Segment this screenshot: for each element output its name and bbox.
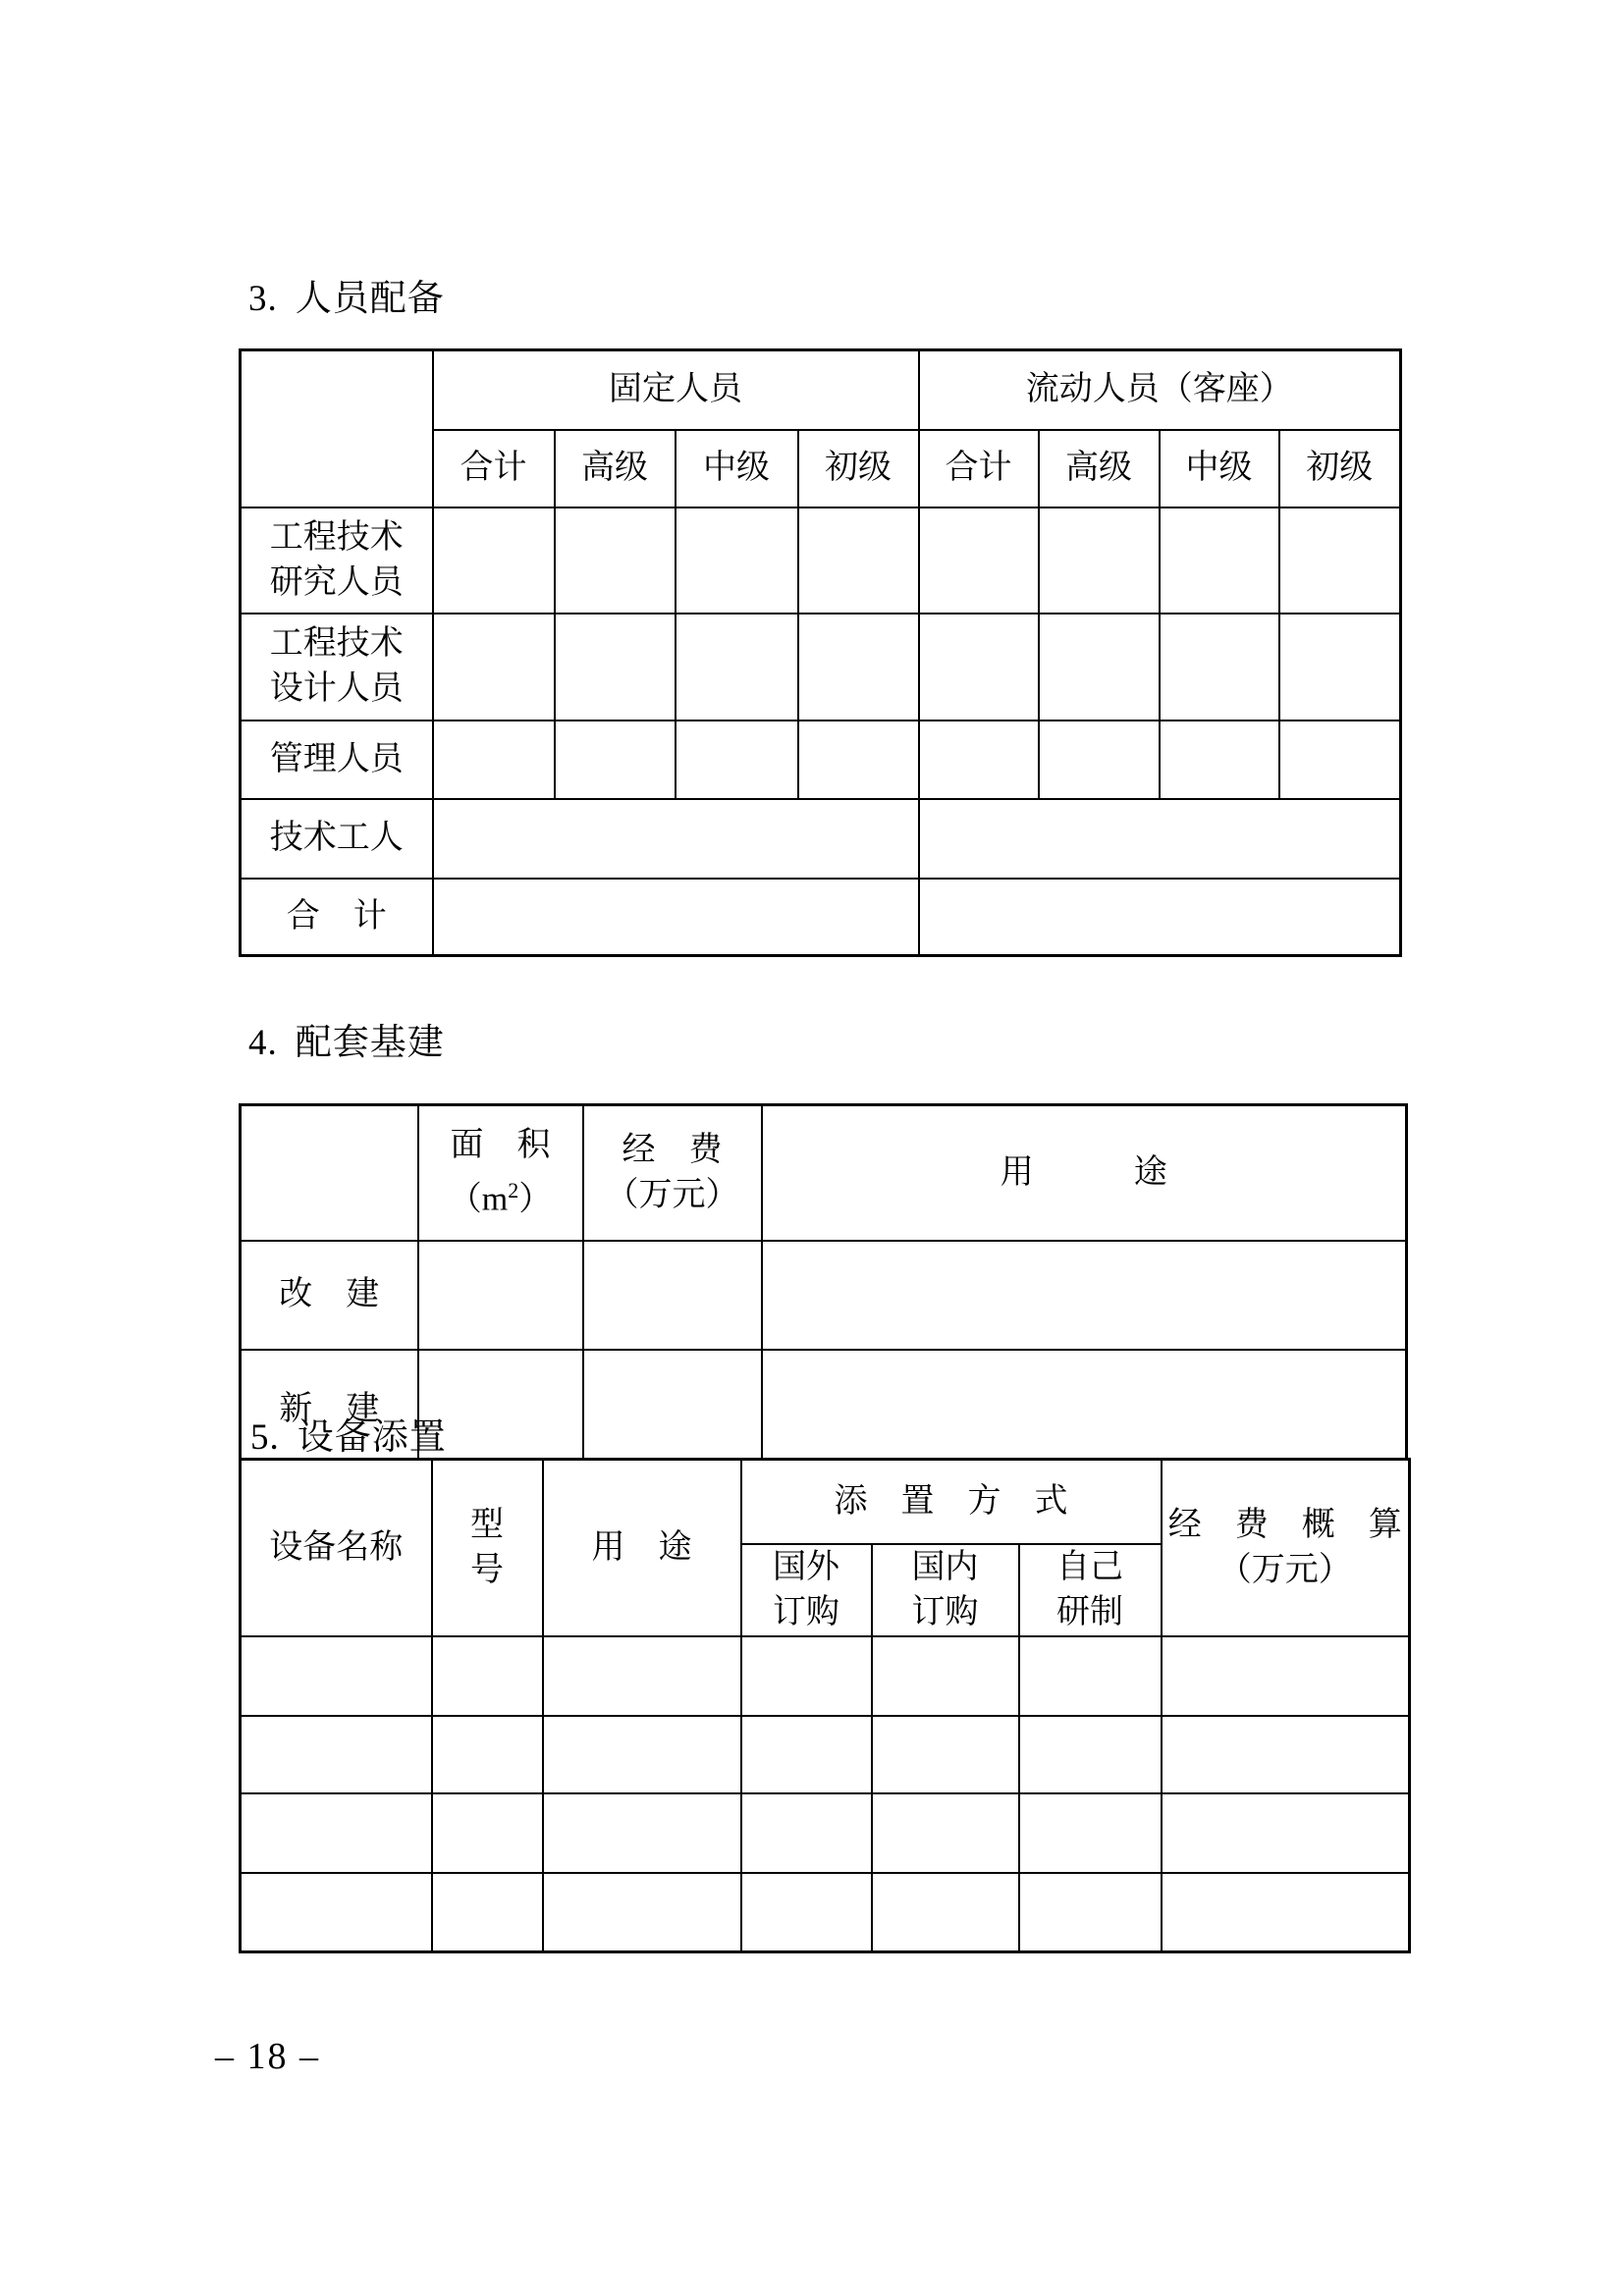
row-label-total: 合 计 [241, 879, 433, 956]
empty-cell [741, 1636, 872, 1716]
empty-corner-cell [241, 1105, 418, 1241]
table-row [241, 1793, 1410, 1873]
empty-cell [676, 721, 798, 799]
empty-cell [762, 1241, 1407, 1350]
empty-cell [741, 1873, 872, 1952]
section-3-title: 人员配备 [295, 279, 445, 319]
header-line: 自己 [1056, 1548, 1123, 1585]
row-label-design-staff [241, 614, 433, 721]
empty-cell [543, 1636, 741, 1716]
empty-cell [241, 1716, 432, 1793]
empty-cell [1019, 1716, 1162, 1793]
column-header: 高级 [555, 430, 676, 507]
column-header-purpose: 用 途 [762, 1105, 1407, 1241]
empty-cell [432, 1716, 543, 1793]
section-4-title: 配套基建 [295, 1023, 445, 1063]
empty-cell [676, 614, 798, 721]
header-line: $(m^2)$ [448, 1178, 553, 1218]
table-row [241, 1716, 1410, 1793]
header-line: 国外 [773, 1548, 839, 1585]
header-line: 面 积 [450, 1127, 551, 1164]
row-label-rebuild: 改 建 [241, 1241, 418, 1350]
empty-cell [798, 614, 919, 721]
empty-merged-cell [433, 879, 919, 956]
section-4-heading [248, 1025, 445, 1061]
table-row [241, 721, 1401, 799]
empty-cell [1160, 721, 1279, 799]
column-header-budget-estimate [1162, 1460, 1410, 1636]
header-line: 国内 [911, 1548, 979, 1585]
page-number: – 18 – [215, 2036, 320, 2077]
column-header: 中级 [676, 430, 798, 507]
header-line: 经 费 概 算 [1167, 1506, 1402, 1543]
empty-cell [1279, 614, 1401, 721]
empty-cell [543, 1793, 741, 1873]
empty-cell [1162, 1716, 1410, 1793]
empty-merged-cell [433, 799, 919, 879]
column-header-area [418, 1105, 583, 1241]
header-line: 号 [470, 1551, 504, 1588]
column-header-domestic-order [872, 1544, 1019, 1636]
empty-cell [418, 1241, 583, 1350]
empty-cell [798, 507, 919, 614]
empty-cell [919, 721, 1039, 799]
empty-cell [676, 507, 798, 614]
column-header-self-develop [1019, 1544, 1162, 1636]
empty-cell [543, 1716, 741, 1793]
header-line: 订购 [773, 1593, 839, 1630]
empty-cell [1279, 507, 1401, 614]
empty-cell [241, 1793, 432, 1873]
table-row [241, 1105, 1407, 1241]
row-label-technical-workers: 技术工人 [241, 799, 433, 879]
empty-cell [1160, 614, 1279, 721]
empty-cell [919, 614, 1039, 721]
empty-cell [555, 507, 676, 614]
section-5-title: 设备添置 [297, 1417, 447, 1458]
empty-cell [872, 1793, 1019, 1873]
column-header-foreign-order [741, 1544, 872, 1636]
empty-cell [798, 721, 919, 799]
empty-merged-cell [919, 879, 1401, 956]
table-row [241, 507, 1401, 614]
empty-cell [241, 1873, 432, 1952]
empty-cell [432, 1793, 543, 1873]
column-header: 合计 [919, 430, 1039, 507]
empty-cell [1019, 1873, 1162, 1952]
section-3-heading [248, 281, 445, 317]
empty-cell [872, 1636, 1019, 1716]
empty-cell [432, 1873, 543, 1952]
column-header-equipment-name: 设备名称 [241, 1460, 432, 1636]
row-label-newbuild: 新 建 [241, 1350, 418, 1471]
empty-cell [1162, 1793, 1410, 1873]
row-label-line: 设计人员 [269, 670, 404, 707]
table-row [241, 350, 1401, 430]
empty-cell [583, 1350, 762, 1471]
group-header-mobile-personnel: 流动人员（客座） [919, 350, 1401, 430]
header-line: 型 [470, 1506, 504, 1543]
section-3-number: 3. [248, 279, 278, 319]
row-label-line: 工程技术 [269, 625, 404, 662]
empty-cell [433, 507, 555, 614]
empty-cell [543, 1873, 741, 1952]
column-header: 合计 [433, 430, 555, 507]
section-5-number: 5. [250, 1417, 280, 1458]
table-row [241, 614, 1401, 721]
personnel-table [239, 348, 1402, 957]
empty-cell [1039, 507, 1160, 614]
equipment-table [239, 1458, 1411, 1953]
empty-cell [1019, 1636, 1162, 1716]
empty-corner-cell [241, 350, 433, 507]
empty-cell [919, 507, 1039, 614]
header-line: 研制 [1056, 1593, 1123, 1630]
empty-cell [433, 614, 555, 721]
section-4-number: 4. [248, 1023, 278, 1063]
empty-cell [432, 1636, 543, 1716]
column-header-model [432, 1460, 543, 1636]
empty-cell [741, 1716, 872, 1793]
empty-cell [762, 1350, 1407, 1471]
table-row [241, 1636, 1410, 1716]
group-header-acquisition-method: 添 置 方 式 [741, 1460, 1162, 1544]
table-row [241, 879, 1401, 956]
empty-cell [1279, 721, 1401, 799]
empty-cell [1162, 1873, 1410, 1952]
group-header-fixed-personnel: 固定人员 [433, 350, 919, 430]
empty-cell [433, 721, 555, 799]
empty-cell [1019, 1793, 1162, 1873]
empty-merged-cell [919, 799, 1401, 879]
row-label-management-staff: 管理人员 [241, 721, 433, 799]
empty-cell [583, 1241, 762, 1350]
column-header: 初级 [798, 430, 919, 507]
empty-cell [241, 1636, 432, 1716]
section-5-heading [250, 1419, 447, 1456]
empty-cell [741, 1793, 872, 1873]
table-row [241, 1241, 1407, 1350]
header-line: （万元） [605, 1176, 739, 1213]
empty-cell [1162, 1636, 1410, 1716]
header-line: （万元） [1217, 1551, 1352, 1588]
column-header: 初级 [1279, 430, 1401, 507]
table-row [241, 799, 1401, 879]
column-header: 中级 [1160, 430, 1279, 507]
superscript-2: 2 [508, 1178, 519, 1203]
empty-cell [555, 721, 676, 799]
empty-cell [555, 614, 676, 721]
row-label-research-staff [241, 507, 433, 614]
header-line: 经 费 [622, 1131, 723, 1168]
empty-cell [872, 1873, 1019, 1952]
table-row [241, 1460, 1410, 1544]
table-row [241, 1873, 1410, 1952]
empty-cell [1160, 507, 1279, 614]
empty-cell [1039, 721, 1160, 799]
column-header-purpose: 用 途 [543, 1460, 741, 1636]
row-label-line: 工程技术 [269, 518, 404, 556]
header-line: 订购 [911, 1593, 979, 1630]
column-header-budget [583, 1105, 762, 1241]
empty-cell [1039, 614, 1160, 721]
column-header: 高级 [1039, 430, 1160, 507]
empty-cell [872, 1716, 1019, 1793]
row-label-line: 研究人员 [269, 563, 404, 601]
